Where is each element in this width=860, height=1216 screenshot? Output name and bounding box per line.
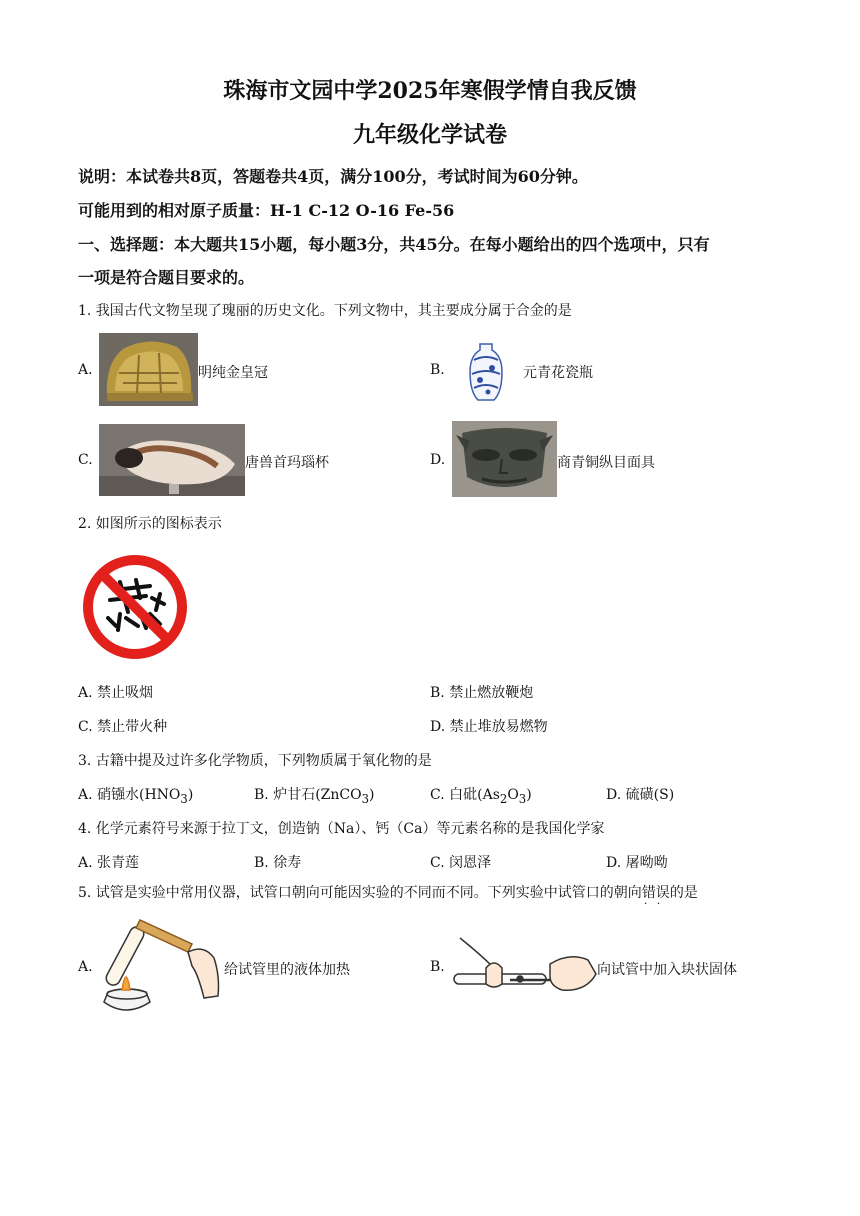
option-letter: D.: [606, 855, 622, 871]
gold-crown-image: [99, 333, 198, 406]
q4-option-a[interactable]: [78, 852, 139, 872]
option-text: 硫磺(S): [625, 787, 675, 803]
option-letter: D.: [430, 719, 446, 735]
option-letter: A.: [78, 855, 93, 871]
bronze-mask-image: [452, 421, 557, 497]
atomic-mass-line: 可能用到的相对原子质量：H-1 C-12 O-16 Fe-56: [78, 201, 455, 220]
option-letter: B.: [254, 855, 269, 871]
subscript: 3: [361, 791, 370, 806]
question-4-stem: 4. 化学元素符号来源于拉丁文，创造钠（Na）、钙（Ca）等元素名称的是我国化学家: [78, 821, 605, 837]
option-letter: C.: [78, 719, 93, 735]
option-text: 张青莲: [97, 855, 140, 871]
option-tail: ): [526, 787, 532, 803]
option-letter: C.: [78, 452, 93, 468]
q2-option-a[interactable]: [78, 682, 153, 702]
q1-option-d[interactable]: [430, 452, 445, 468]
q4-option-c[interactable]: [430, 852, 491, 872]
q2-option-d[interactable]: [430, 716, 548, 736]
option-letter: A.: [78, 685, 93, 701]
subscript: 3: [180, 791, 188, 806]
option-text: 禁止带火种: [97, 719, 168, 735]
question-1-stem: 1. 我国古代文物呈现了瑰丽的历史文化。下列文物中，其主要成分属于合金的是: [78, 303, 572, 319]
option-letter: D.: [606, 787, 622, 803]
stem-text: 5. 试管是实验中常用仪器，试管口朝向可能因实验的不同而不同。下列实验中试管口的朝向: [78, 885, 642, 901]
heating-liquid-illustration: [96, 914, 226, 1020]
option-letter: B.: [430, 362, 445, 378]
question-2-stem: 2. 如图所示的图标表示: [78, 516, 222, 532]
question-5-stem: [78, 882, 698, 902]
option-letter: C.: [430, 787, 445, 803]
adding-solid-illustration: [450, 934, 598, 998]
q2-option-b[interactable]: [430, 682, 533, 702]
option-letter: D.: [430, 452, 446, 468]
option-letter: B.: [430, 959, 445, 975]
option-text: 禁止燃放鞭炮: [449, 685, 534, 701]
option-letter: A.: [78, 959, 93, 975]
q3-option-a[interactable]: [78, 784, 193, 806]
exam-subtitle: 九年级化学试卷: [352, 122, 507, 148]
q1-option-b[interactable]: [430, 362, 445, 378]
blue-white-vase-image: [466, 340, 506, 404]
option-text: 白砒(As: [449, 787, 500, 803]
emphasized-word: 错误 · ·: [642, 885, 670, 901]
q1-option-c[interactable]: [78, 452, 93, 468]
exam-note: 说明：本试卷共8页，答题卷共4页，满分100分，考试时间为60分钟。: [78, 167, 588, 186]
option-mid: O: [507, 787, 519, 803]
agate-cup-image: [99, 424, 245, 496]
q1-option-c-text: 唐兽首玛瑙杯: [245, 455, 329, 471]
option-letter: B.: [254, 787, 269, 803]
q1-option-a-text: 明纯金皇冠: [198, 365, 268, 381]
question-3-stem: 3. 古籍中提及过许多化学物质，下列物质属于氧化物的是: [78, 753, 432, 769]
q1-option-d-text: 商青铜纵目面具: [557, 455, 655, 471]
option-text: 禁止堆放易燃物: [449, 719, 548, 735]
q4-option-d[interactable]: [606, 852, 668, 872]
q2-option-c[interactable]: [78, 716, 167, 736]
q3-option-c[interactable]: [430, 784, 532, 806]
subscript: 2: [499, 791, 508, 806]
option-text: 硝镪水(HNO: [97, 787, 181, 803]
option-text: 炉甘石(ZnCO: [273, 787, 362, 803]
section-heading-line2: 一项是符合题目要求的。: [78, 268, 255, 287]
exam-title: 珠海市文园中学2025年寒假学情自我反馈: [223, 78, 637, 104]
option-text: 禁止吸烟: [97, 685, 154, 701]
option-text: 屠呦呦: [625, 855, 668, 871]
q5-option-b-text: 向试管中加入块状固体: [597, 962, 737, 978]
q5-option-b[interactable]: [430, 959, 445, 975]
option-text: 闵恩泽: [449, 855, 492, 871]
prohibition-sign-icon: [80, 552, 190, 662]
q3-option-d[interactable]: [606, 784, 674, 804]
q3-option-b[interactable]: [254, 784, 375, 806]
q1-option-a[interactable]: [78, 362, 93, 378]
subscript: 3: [518, 791, 527, 806]
q4-option-b[interactable]: [254, 852, 301, 872]
stem-text: 的是: [669, 885, 698, 901]
option-letter: B.: [430, 685, 445, 701]
section-heading-line1: 一、选择题：本大题共15小题，每小题3分，共45分。在每小题给出的四个选项中，只有: [78, 235, 710, 254]
option-letter: A.: [78, 362, 93, 378]
option-text: 徐寿: [273, 855, 302, 871]
q5-option-a-text: 给试管里的液体加热: [224, 962, 350, 978]
option-letter: A.: [78, 787, 93, 803]
option-tail: ): [369, 787, 375, 803]
option-tail: ): [187, 787, 194, 803]
option-letter: C.: [430, 855, 445, 871]
q1-option-b-text: 元青花瓷瓶: [523, 365, 593, 381]
q5-option-a[interactable]: [78, 959, 93, 975]
